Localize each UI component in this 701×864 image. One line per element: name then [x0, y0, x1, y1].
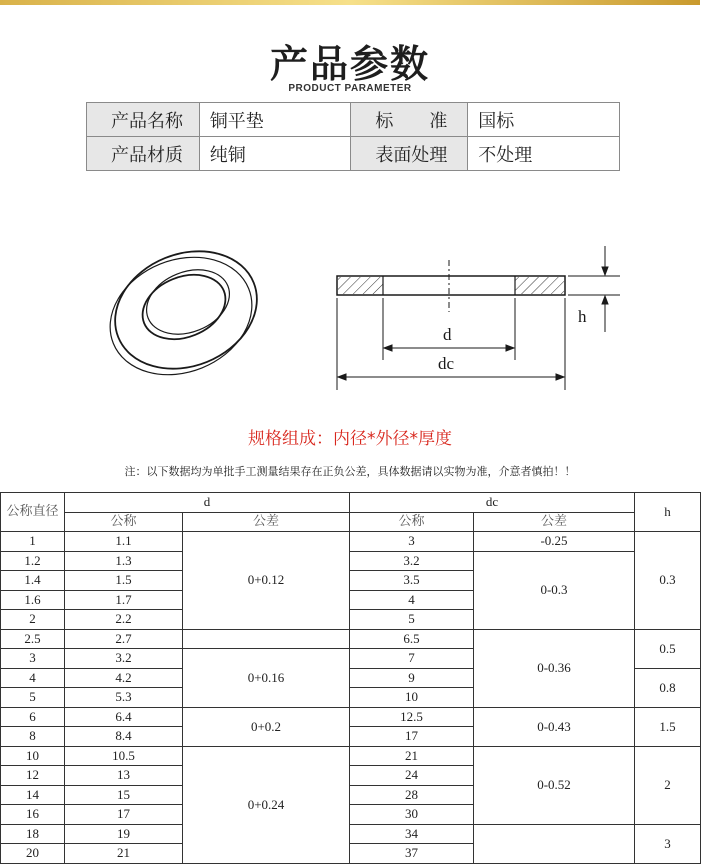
dimension-label-h: h [578, 307, 587, 326]
cell-d: 1.7 [65, 590, 183, 610]
cell-dc: 3 [350, 532, 474, 552]
cell-h: 1.5 [635, 707, 701, 746]
cell-dc-tolerance: 0-0.36 [474, 629, 635, 707]
cell-d: 15 [65, 785, 183, 805]
parameter-row [87, 137, 620, 171]
cell-d: 21 [65, 844, 183, 864]
cell-nominal: 4 [1, 668, 65, 688]
cell-nominal: 20 [1, 844, 65, 864]
table-row [1, 824, 701, 844]
cell-d-tolerance: 0+0.2 [183, 707, 350, 746]
cell-d: 10.5 [65, 746, 183, 766]
parameter-table [86, 102, 620, 171]
param-value: 铜平垫 [199, 103, 351, 137]
cell-d: 19 [65, 824, 183, 844]
param-value: 国标 [468, 103, 620, 137]
cell-d: 2.7 [65, 629, 183, 649]
cell-dc: 28 [350, 785, 474, 805]
param-value: 纯铜 [199, 137, 351, 171]
cell-h: 0.3 [635, 532, 701, 630]
cell-dc-tolerance: 0-0.43 [474, 707, 635, 746]
cell-d-tolerance: 0+0.24 [183, 746, 350, 863]
subheader-nominal: 公称 [350, 512, 474, 532]
washer-illustration [92, 231, 274, 396]
cell-d: 2.2 [65, 610, 183, 630]
cell-dc: 17 [350, 727, 474, 747]
cell-nominal: 2.5 [1, 629, 65, 649]
subheader-tolerance: 公差 [183, 512, 350, 532]
subheader-row [1, 512, 701, 532]
header-h: h [635, 493, 701, 532]
table-row [1, 707, 701, 727]
cell-dc: 4 [350, 590, 474, 610]
washer-technical-drawing [100, 240, 620, 400]
cell-d: 8.4 [65, 727, 183, 747]
cell-dc: 12.5 [350, 707, 474, 727]
cell-dc: 3.2 [350, 551, 474, 571]
table-row [1, 746, 701, 766]
subheader-tolerance: 公差 [474, 512, 635, 532]
cell-nominal: 1 [1, 532, 65, 552]
cell-h: 2 [635, 746, 701, 824]
cell-d: 13 [65, 766, 183, 786]
param-key: 标 准 [351, 103, 468, 137]
cell-dc: 30 [350, 805, 474, 825]
subheader-nominal: 公称 [65, 512, 183, 532]
param-value: 不处理 [468, 137, 620, 171]
cell-nominal: 16 [1, 805, 65, 825]
cell-dc-tolerance-empty [474, 824, 635, 863]
cell-d-tolerance: 0+0.12 [183, 532, 350, 630]
header-d: d [65, 493, 350, 513]
cell-dc: 37 [350, 844, 474, 864]
cell-d: 4.2 [65, 668, 183, 688]
cell-dc: 34 [350, 824, 474, 844]
cell-dc-tolerance: -0.25 [474, 532, 635, 552]
page-subtitle: PRODUCT PARAMETER [288, 83, 412, 94]
cell-d: 5.3 [65, 688, 183, 708]
cell-dc: 21 [350, 746, 474, 766]
cell-h: 0.5 [635, 629, 701, 668]
dimension-label-d: d [443, 325, 452, 344]
cell-d-tolerance-empty [183, 629, 350, 649]
cell-nominal: 18 [1, 824, 65, 844]
cell-d: 3.2 [65, 649, 183, 669]
cell-d: 1.1 [65, 532, 183, 552]
spec-composition-text: 规格组成：内径*外径*厚度 [248, 429, 452, 449]
cell-nominal: 1.2 [1, 551, 65, 571]
cell-dc-tolerance: 0-0.3 [474, 551, 635, 629]
param-key: 产品名称 [87, 103, 200, 137]
table-row [1, 629, 701, 649]
cell-nominal: 1.6 [1, 590, 65, 610]
param-key: 产品材质 [87, 137, 200, 171]
cell-nominal: 14 [1, 785, 65, 805]
cell-dc: 24 [350, 766, 474, 786]
cell-dc: 5 [350, 610, 474, 630]
header-dc: dc [350, 493, 635, 513]
cell-d-tolerance: 0+0.16 [183, 649, 350, 708]
table-row [1, 532, 701, 552]
cell-nominal: 10 [1, 746, 65, 766]
measurement-note: 注：以下数据均为单批手工测量结果存在正负公差，具体数据请以实物为准，介意者慎拍！！ [124, 465, 576, 478]
spec-table [0, 492, 701, 864]
cell-h: 0.8 [635, 668, 701, 707]
page-title: 产品参数 [269, 42, 430, 86]
cell-nominal: 1.4 [1, 571, 65, 591]
cell-dc: 7 [350, 649, 474, 669]
cell-nominal: 8 [1, 727, 65, 747]
cell-d: 6.4 [65, 707, 183, 727]
cell-nominal: 5 [1, 688, 65, 708]
cell-nominal: 12 [1, 766, 65, 786]
top-gold-bar [0, 0, 700, 5]
header-nominal-diameter: 公称直径 [1, 493, 65, 532]
cell-d: 1.5 [65, 571, 183, 591]
parameter-row [87, 103, 620, 137]
cell-d: 1.3 [65, 551, 183, 571]
cell-dc: 10 [350, 688, 474, 708]
cell-d: 17 [65, 805, 183, 825]
cell-nominal: 6 [1, 707, 65, 727]
dimension-label-dc: dc [438, 354, 455, 373]
table-row [1, 551, 701, 571]
cell-dc: 9 [350, 668, 474, 688]
header-row [1, 493, 701, 513]
cell-dc-tolerance: 0-0.52 [474, 746, 635, 824]
cell-h: 3 [635, 824, 701, 863]
cell-dc: 3.5 [350, 571, 474, 591]
cell-nominal: 3 [1, 649, 65, 669]
param-key: 表面处理 [351, 137, 468, 171]
cell-dc: 6.5 [350, 629, 474, 649]
cell-nominal: 2 [1, 610, 65, 630]
